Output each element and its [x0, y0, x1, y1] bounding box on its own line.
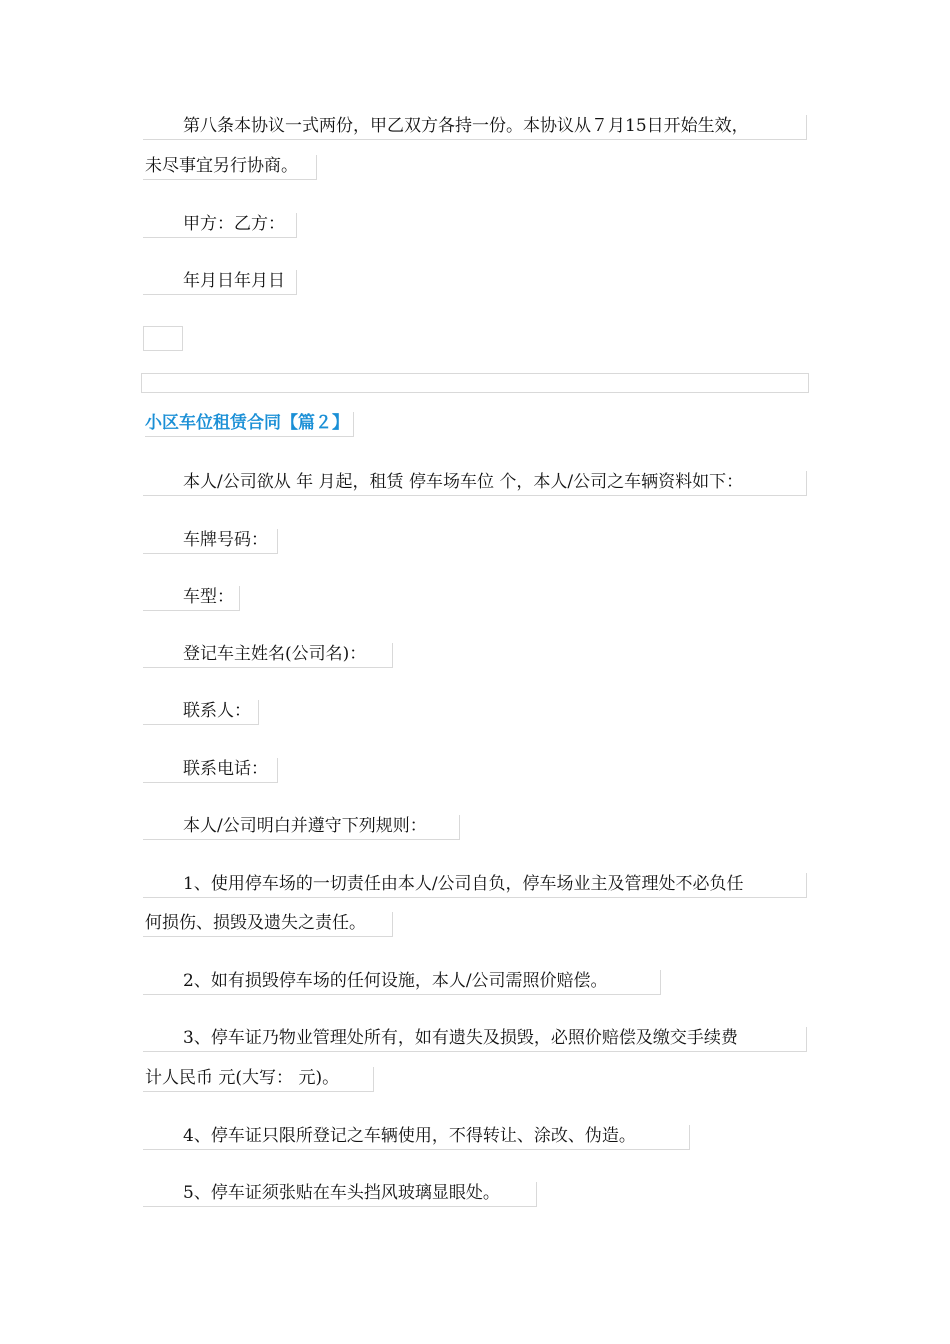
field-plate-number: 车牌号码： — [143, 529, 278, 554]
article8-line2: 未尽事宜另行协商。 — [143, 155, 317, 180]
rule-3-line-2: 计人民币 元(大写： 元)。 — [143, 1067, 374, 1092]
section-divider — [141, 373, 809, 393]
intro-paragraph: 本人/公司欲从 年 月起，租赁 停车场车位 个，本人/公司之车辆资料如下： — [143, 471, 807, 496]
article8-line1: 第八条本协议一式两份，甲乙双方各持一份。本协议从７月15日开始生效， — [143, 115, 807, 140]
rule-2: 2、如有损毁停车场的任何设施，本人/公司需照价赔偿。 — [143, 970, 661, 995]
rule-3-line-1: 3、停车证乃物业管理处所有，如有遗失及损毁，必照价赔偿及缴交手续费 — [143, 1027, 807, 1052]
empty-cell — [143, 326, 183, 351]
rule-4: 4、停车证只限所登记之车辆使用，不得转让、涂改、伪造。 — [143, 1125, 690, 1150]
party-signatures: 甲方：乙方： — [143, 213, 297, 238]
field-owner-name: 登记车主姓名(公司名)： — [143, 643, 393, 668]
field-contact-person: 联系人： — [143, 700, 259, 725]
field-contact-phone: 联系电话： — [143, 758, 278, 783]
rule-1-line-1: 1、使用停车场的一切责任由本人/公司自负，停车场业主及管理处不必负任 — [143, 873, 807, 898]
section-title: 小区车位租赁合同【篇２】 — [145, 412, 354, 437]
rule-1-line-2: 何损伤、损毁及遗失之责任。 — [143, 912, 393, 937]
rules-intro: 本人/公司明白并遵守下列规则： — [143, 815, 460, 840]
signature-dates: 年月日年月日 — [143, 270, 297, 295]
rule-5: 5、停车证须张贴在车头挡风玻璃显眼处。 — [143, 1182, 537, 1207]
field-vehicle-model: 车型： — [143, 586, 240, 611]
